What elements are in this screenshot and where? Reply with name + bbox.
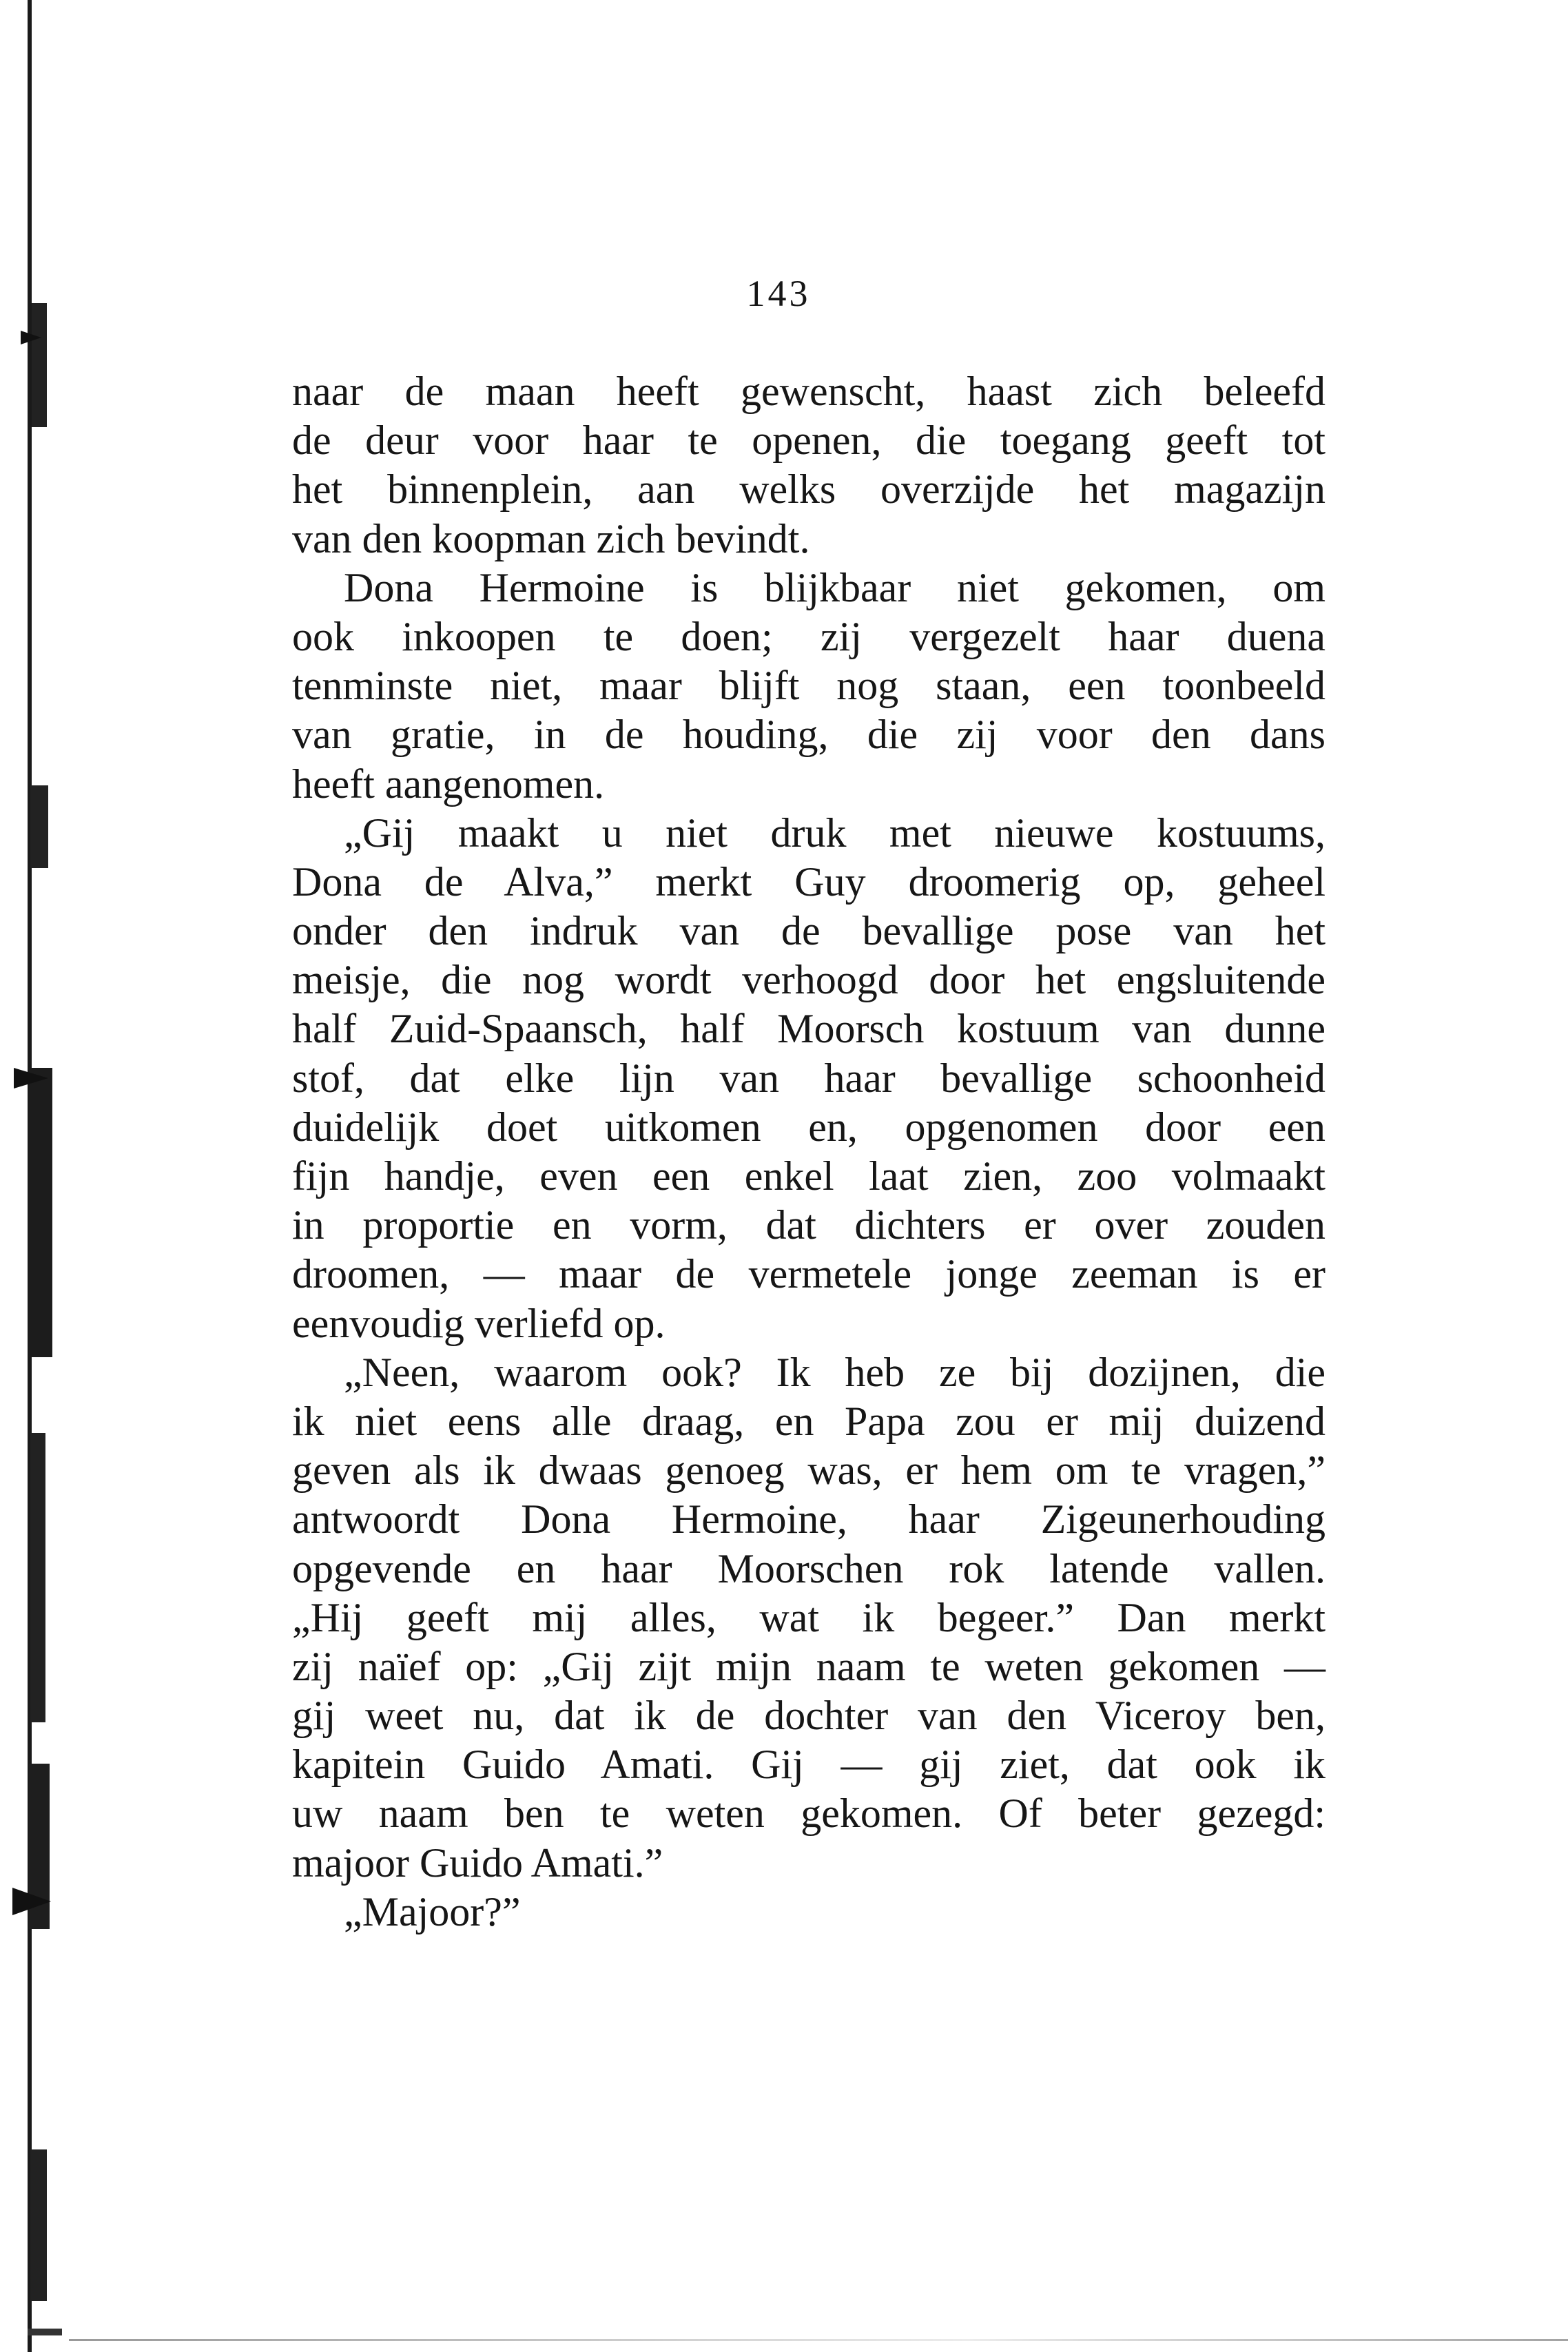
text-line: heeft aangenomen. (292, 761, 605, 807)
text-line: uw naam ben te weten gekomen. Of beter gezegd: (292, 1791, 1325, 1837)
text-line: zij naïef op: „Gij zijt mijn naam te weten gekomen — (292, 1643, 1325, 1689)
text-line: de deur voor haar te openen, die toegang geeft tot (292, 417, 1325, 464)
text-line: geven als ik dwaas genoeg was, er hem om te vragen,” (292, 1447, 1325, 1494)
binding-edge (0, 0, 66, 2352)
text-line: naar de maan heeft gewenscht, haast zich beleefd (292, 369, 1325, 414)
text-line: ik niet eens alle draag, en Papa zou er mij duizend (292, 1398, 1325, 1444)
text-line: droomen, — maar de vermetele jonge zeeman is er (292, 1251, 1325, 1297)
text-line: „Neen, waarom ook? Ik heb ze bij dozijnen, die (344, 1349, 1325, 1395)
text-line: majoor Guido Amati.” (292, 1839, 663, 1886)
text-line: half Zuid-Spaansch, half Moorsch kostuum van dunne (292, 1006, 1325, 1052)
text-line: eenvoudig verliefd op. (292, 1300, 666, 1346)
text-line: het binnenplein, aan welks overzijde het magazijn (292, 466, 1325, 513)
text-line: meisje, die nog wordt verhoogd door het engsluitende (292, 957, 1325, 1003)
text-line: „Hij geeft mij alles, wat ik begeer.” Dan merkt (292, 1594, 1325, 1640)
text-line: onder den indruk van de bevallige pose van het (292, 908, 1325, 954)
text-line: Dona Hermoine is blijkbaar niet gekomen, om (344, 564, 1325, 610)
text-line: van den koopman zich bevindt. (292, 515, 810, 561)
text-line: van gratie, in de houding, die zij voor den dans (292, 712, 1325, 758)
text-line: Dona de Alva,” merkt Guy droomerig op, geheel (292, 858, 1325, 905)
text-line: tenminste niet, maar blijft nog staan, een toonbeeld (292, 663, 1325, 709)
bottom-edge-rule (69, 2339, 1568, 2341)
text-line: „Majoor?” (344, 1888, 521, 1935)
text-line: duidelijk doet uitkomen en, opgenomen door een (292, 1104, 1325, 1150)
body-text (292, 367, 1325, 1937)
text-line: opgevende en haar Moorschen rok latende vallen. (292, 1545, 1325, 1591)
text-line: ook inkoopen te doen; zij vergezelt haar duena (292, 613, 1325, 659)
text-line: stof, dat elke lijn van haar bevallige schoonheid (292, 1055, 1325, 1101)
text-line: kapitein Guido Amati. Gij — gij ziet, dat ook ik (292, 1742, 1325, 1788)
text-line: fijn handje, even een enkel laat zien, zoo volmaakt (292, 1153, 1325, 1199)
text-line: in proportie en vorm, dat dichters er over zouden (292, 1202, 1325, 1248)
text-line: gij weet nu, dat ik de dochter van den Viceroy ben, (292, 1693, 1325, 1739)
text-line: antwoordt Dona Hermoine, haar Zigeunerhouding (292, 1496, 1325, 1543)
page-number: 143 (746, 273, 811, 314)
text-line: „Gij maakt u niet druk met nieuwe kostuums, (344, 809, 1325, 856)
